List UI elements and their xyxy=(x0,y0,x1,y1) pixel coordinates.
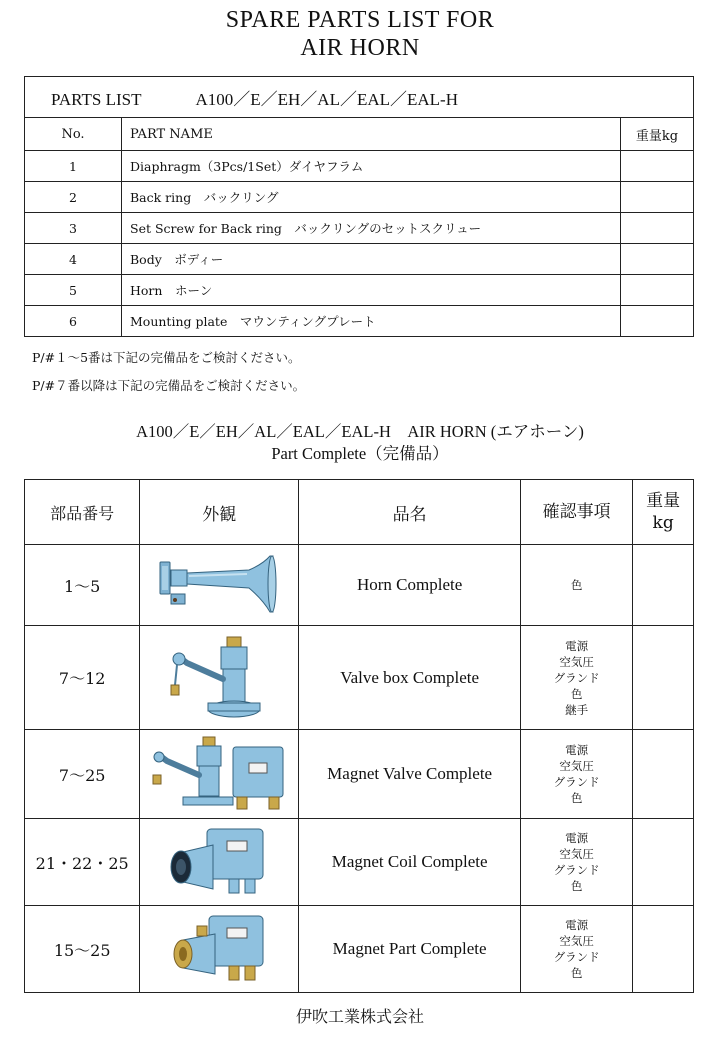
complete-part-no: 21・22・25 xyxy=(25,819,140,906)
column-header-weight xyxy=(633,480,694,545)
table-row xyxy=(25,545,694,626)
company-name: 伊吹工業株式会社 xyxy=(295,1007,424,1026)
check-item: 電源 xyxy=(565,743,589,757)
check-item: グランド xyxy=(553,775,600,789)
check-item: 色 xyxy=(570,966,583,980)
note-1: P/#１～5番は下記の完備品をご検討ください。 xyxy=(32,350,301,365)
part-complete-table xyxy=(24,479,694,993)
part-no: 5 xyxy=(25,275,122,306)
check-item: 空気圧 xyxy=(559,759,594,773)
check-item: 継手 xyxy=(565,702,589,717)
check-item: 色 xyxy=(570,791,583,805)
part-weight xyxy=(621,151,694,182)
weight-header-line-1: 重量 xyxy=(646,491,681,511)
check-item: グランド xyxy=(553,670,600,685)
check-item: 電源 xyxy=(565,918,589,932)
part-no: 1 xyxy=(25,151,122,182)
magnet-part-image xyxy=(140,906,299,993)
table-row xyxy=(25,306,694,337)
part-weight xyxy=(621,244,694,275)
part-name: Horn ホーン xyxy=(122,275,621,306)
complete-name: Magnet Valve Complete xyxy=(299,730,521,819)
table-row xyxy=(25,151,694,182)
column-header-check: 確認事項 xyxy=(521,480,633,545)
complete-part-no: 1～5 xyxy=(25,545,140,626)
check-items xyxy=(521,626,633,730)
check-items xyxy=(521,906,633,993)
magnet-part-illustration xyxy=(169,910,269,988)
complete-weight xyxy=(633,730,694,819)
complete-table-header xyxy=(25,480,694,545)
magnet-coil-image xyxy=(140,819,299,906)
title-line-2: AIR HORN xyxy=(300,35,420,61)
complete-weight xyxy=(633,545,694,626)
magnet-coil-illustration xyxy=(169,823,269,901)
complete-weight xyxy=(633,906,694,993)
table-row xyxy=(25,819,694,906)
complete-part-no: 7～12 xyxy=(25,626,140,730)
title-line-1: SPARE PARTS LIST FOR xyxy=(225,7,495,33)
check-item: 空気圧 xyxy=(559,654,594,669)
part-no: 4 xyxy=(25,244,122,275)
part-weight xyxy=(621,213,694,244)
parts-list-label: PARTS LIST xyxy=(51,89,142,109)
column-header-weight: 重量kg xyxy=(621,118,694,151)
column-header-appearance: 外観 xyxy=(140,480,299,545)
complete-part-no: 7～25 xyxy=(25,730,140,819)
column-header-part-no: 部品番号 xyxy=(25,480,140,545)
column-header-name: 品名 xyxy=(299,480,521,545)
table-row xyxy=(25,244,694,275)
check-item: 電源 xyxy=(565,831,589,845)
check-item: 色 xyxy=(570,686,583,701)
parts-list-header-row xyxy=(25,77,694,118)
part-name: Body ボディー xyxy=(122,244,621,275)
part-weight xyxy=(621,306,694,337)
magnet-valve-illustration xyxy=(149,735,289,813)
check-item: 空気圧 xyxy=(559,934,594,948)
complete-title-line-1: A100／E／EH／AL／EAL／EAL-H AIR HORN (エアホーン) xyxy=(136,422,584,441)
valve-box-illustration xyxy=(157,633,281,723)
check-items xyxy=(521,819,633,906)
parts-list-column-headers xyxy=(25,118,694,151)
horn-illustration xyxy=(157,554,281,616)
complete-name: Magnet Part Complete xyxy=(299,906,521,993)
magnet-valve-image xyxy=(140,730,299,819)
complete-name: Valve box Complete xyxy=(299,626,521,730)
check-items xyxy=(521,545,633,626)
table-row xyxy=(25,730,694,819)
weight-header-line-2: kg xyxy=(652,513,674,533)
table-row xyxy=(25,626,694,730)
check-items xyxy=(521,730,633,819)
part-no: 6 xyxy=(25,306,122,337)
check-item: 電源 xyxy=(565,638,589,653)
part-weight xyxy=(621,182,694,213)
check-item: 色 xyxy=(570,879,583,893)
part-name: Back ring バックリング xyxy=(122,182,621,213)
column-header-no: No. xyxy=(25,118,122,151)
table-row xyxy=(25,182,694,213)
table-row xyxy=(25,906,694,993)
check-item: グランド xyxy=(553,950,600,964)
complete-weight xyxy=(633,819,694,906)
part-name: Diaphragm（3Pcs/1Set）ダイヤフラム xyxy=(122,151,621,182)
check-item: 色 xyxy=(570,578,583,592)
column-header-part-name: PART NAME xyxy=(122,118,621,151)
part-name: Set Screw for Back ring バックリングのセットスクリュー xyxy=(122,213,621,244)
part-weight xyxy=(621,275,694,306)
part-no: 3 xyxy=(25,213,122,244)
table-row xyxy=(25,213,694,244)
parts-list-table xyxy=(24,76,694,337)
check-item: グランド xyxy=(553,863,600,877)
complete-title-line-2: Part Complete（完備品） xyxy=(271,444,449,463)
check-item: 空気圧 xyxy=(559,847,594,861)
part-no: 2 xyxy=(25,182,122,213)
table-row xyxy=(25,275,694,306)
complete-part-no: 15～25 xyxy=(25,906,140,993)
parts-list-model: A100／E／EH／AL／EAL／EAL-H xyxy=(195,89,458,109)
document-title xyxy=(0,6,720,62)
complete-weight xyxy=(633,626,694,730)
complete-name: Horn Complete xyxy=(299,545,521,626)
valve-box-image xyxy=(140,626,299,730)
note-2: P/#７番以降は下記の完備品をご検討ください。 xyxy=(32,378,306,393)
complete-name: Magnet Coil Complete xyxy=(299,819,521,906)
part-name: Mounting plate マウンティングプレート xyxy=(122,306,621,337)
horn-image xyxy=(140,545,299,626)
